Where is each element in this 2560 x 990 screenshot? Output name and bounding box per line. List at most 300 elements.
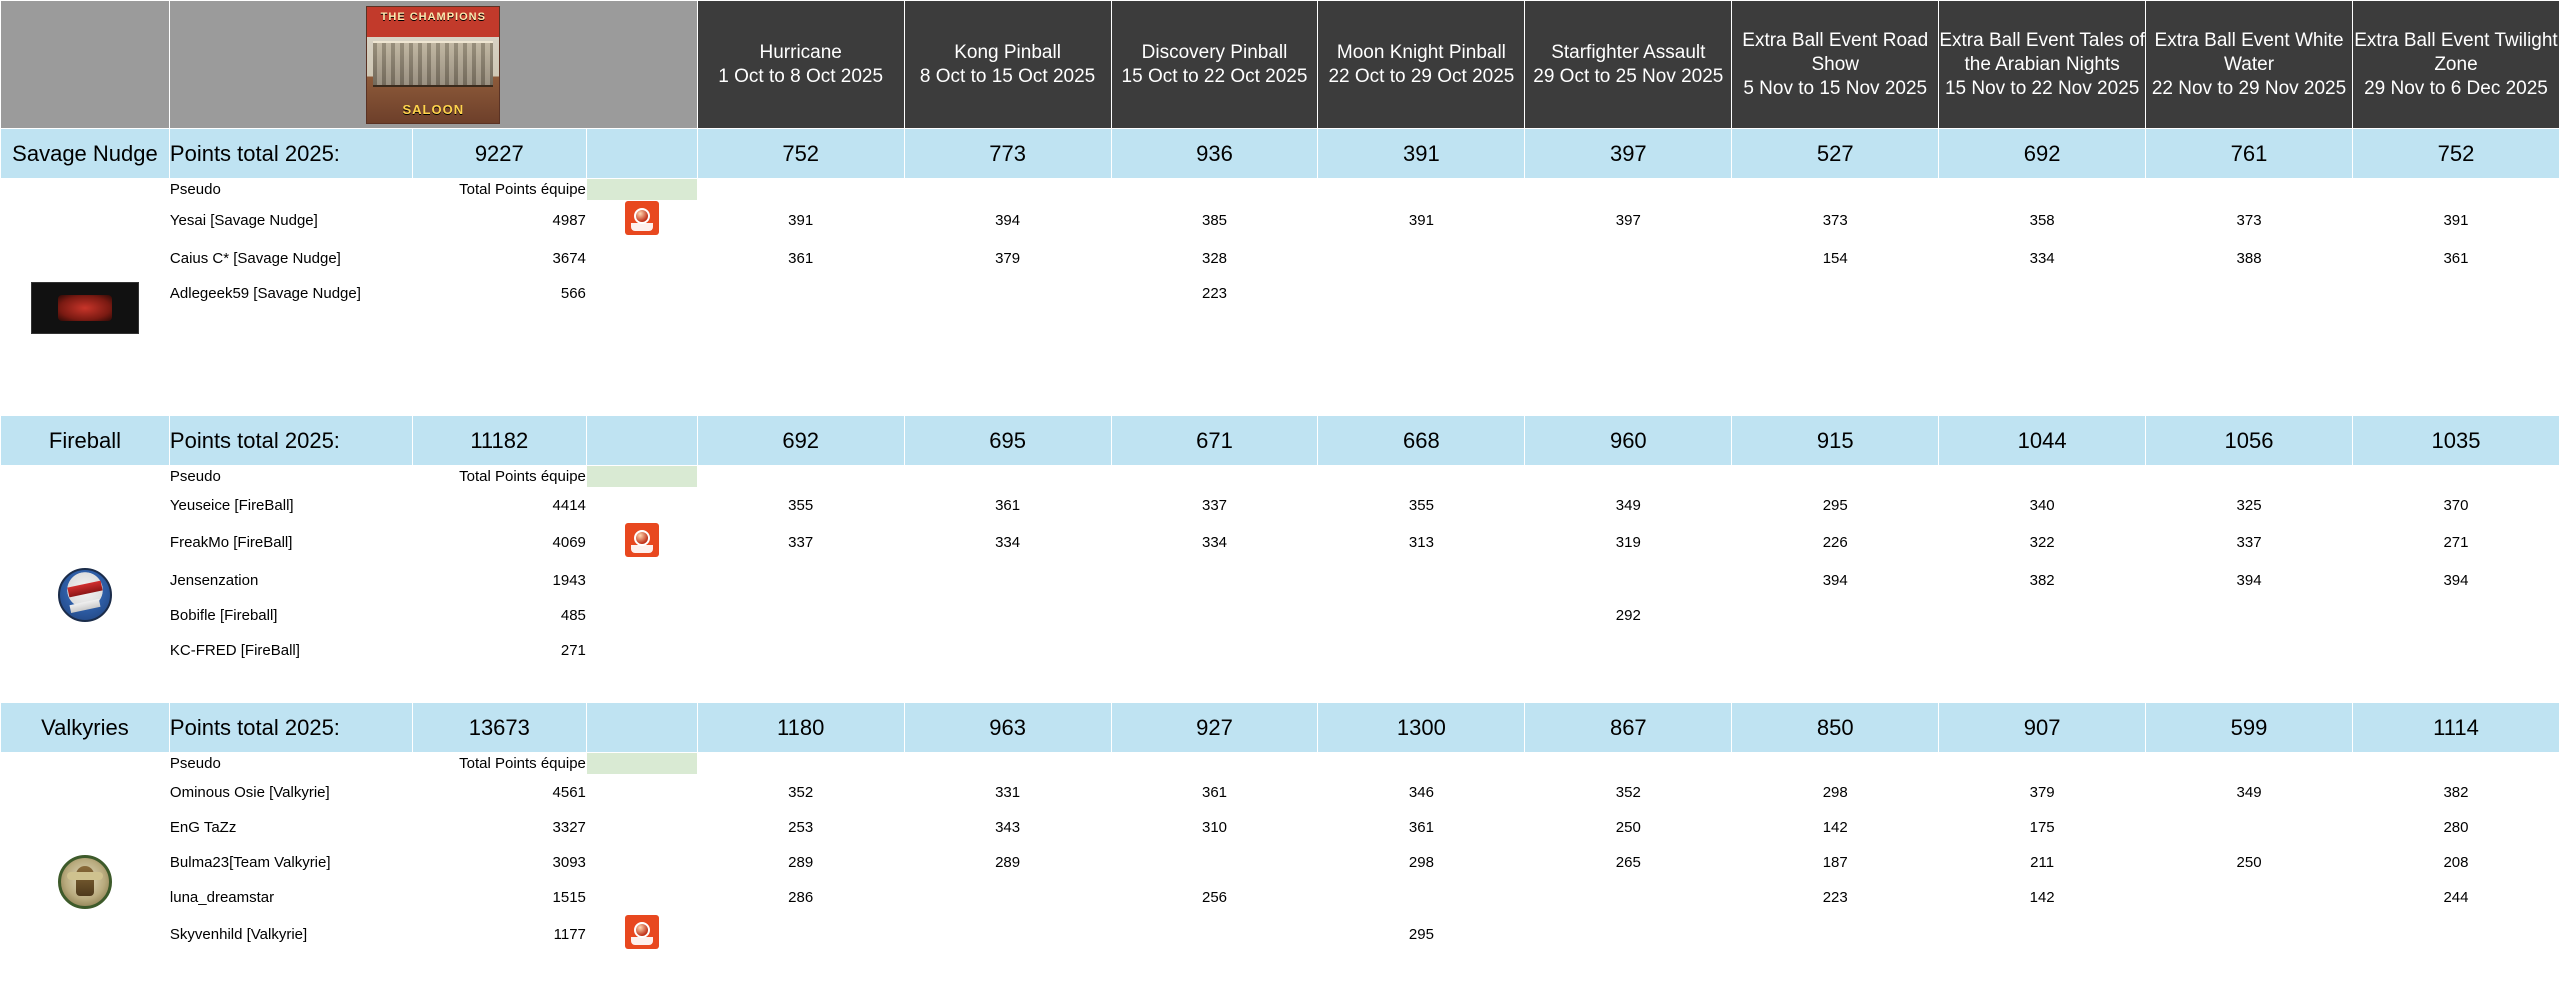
player-event-score-5: 154 xyxy=(1732,241,1939,276)
player-event-score-4: 292 xyxy=(1525,598,1732,633)
subheader-event-spacer-5 xyxy=(1732,466,1939,488)
player-event-score-2 xyxy=(1111,346,1318,381)
player-event-score-7: 394 xyxy=(2146,563,2353,598)
player-event-score-1: 289 xyxy=(904,845,1111,880)
event-dates: 15 Oct to 22 Oct 2025 xyxy=(1121,65,1308,87)
event-dates: 15 Nov to 22 Nov 2025 xyxy=(1944,77,2140,99)
player-event-score-7 xyxy=(2146,955,2353,990)
player-event-score-5 xyxy=(1732,276,1939,311)
event-header-7 xyxy=(2146,1,2353,129)
player-event-score-8: 394 xyxy=(2352,563,2559,598)
player-row xyxy=(1,201,2560,241)
player-event-score-6 xyxy=(1939,955,2146,990)
player-event-score-7 xyxy=(2146,276,2353,311)
player-event-score-5: 223 xyxy=(1732,880,1939,915)
player-pseudo: Yeuseice [FireBall] xyxy=(169,488,412,523)
player-total: 4414 xyxy=(412,488,586,523)
pinball-ball-icon xyxy=(634,208,650,224)
player-event-score-5: 298 xyxy=(1732,775,1939,810)
player-event-score-5 xyxy=(1732,346,1939,381)
player-event-score-4: 349 xyxy=(1525,488,1732,523)
player-row xyxy=(1,598,2560,633)
player-pseudo xyxy=(169,311,412,346)
player-event-score-3 xyxy=(1318,563,1525,598)
player-event-score-4: 352 xyxy=(1525,775,1732,810)
player-row xyxy=(1,311,2560,346)
player-badge-cell xyxy=(586,955,697,990)
player-event-score-8 xyxy=(2352,311,2559,346)
team-event-score-6: 692 xyxy=(1939,129,2146,179)
valkyries-logo xyxy=(58,855,112,909)
player-event-score-1 xyxy=(904,633,1111,668)
player-event-score-0 xyxy=(697,346,904,381)
player-event-score-2: 328 xyxy=(1111,241,1318,276)
subheader-event-spacer-5 xyxy=(1732,753,1939,775)
player-event-score-6: 142 xyxy=(1939,880,2146,915)
team-logo-cell xyxy=(1,201,170,416)
player-event-score-7 xyxy=(2146,381,2353,416)
player-badge-cell xyxy=(586,311,697,346)
player-pseudo xyxy=(169,346,412,381)
player-pseudo: Caius C* [Savage Nudge] xyxy=(169,241,412,276)
player-pseudo: EnG TaZz xyxy=(169,810,412,845)
player-event-score-1: 361 xyxy=(904,488,1111,523)
player-row xyxy=(1,633,2560,668)
subheader-event-spacer-0 xyxy=(697,466,904,488)
logo-spacer xyxy=(1,466,170,488)
player-total xyxy=(412,311,586,346)
player-badge-cell xyxy=(586,880,697,915)
player-event-score-8 xyxy=(2352,633,2559,668)
player-event-score-1 xyxy=(904,311,1111,346)
subheader-event-spacer-1 xyxy=(904,179,1111,201)
player-event-score-2: 256 xyxy=(1111,880,1318,915)
event-dates: 22 Oct to 29 Oct 2025 xyxy=(1328,65,1515,87)
banner-art xyxy=(373,41,493,87)
player-event-score-2: 385 xyxy=(1111,201,1318,241)
player-event-score-4 xyxy=(1525,915,1732,955)
player-event-score-2: 334 xyxy=(1111,523,1318,563)
player-event-score-3: 391 xyxy=(1318,201,1525,241)
player-pseudo: KC-FRED [FireBall] xyxy=(169,633,412,668)
player-event-score-4 xyxy=(1525,955,1732,990)
player-badge-cell xyxy=(586,241,697,276)
player-event-score-2 xyxy=(1111,311,1318,346)
event-name: Starfighter Assault xyxy=(1551,41,1706,63)
points-total-label: Points total 2025: xyxy=(169,703,412,753)
player-event-score-1 xyxy=(904,880,1111,915)
team-event-score-5: 850 xyxy=(1732,703,1939,753)
points-total-label: Points total 2025: xyxy=(169,416,412,466)
player-event-score-5 xyxy=(1732,915,1939,955)
team-event-score-4: 397 xyxy=(1525,129,1732,179)
player-event-score-8 xyxy=(2352,955,2559,990)
banner-cell xyxy=(169,1,697,129)
player-row xyxy=(1,381,2560,416)
player-badge-cell xyxy=(586,915,697,955)
player-event-score-5: 394 xyxy=(1732,563,1939,598)
player-event-score-3: 355 xyxy=(1318,488,1525,523)
team-event-score-3: 391 xyxy=(1318,129,1525,179)
player-event-score-4 xyxy=(1525,276,1732,311)
player-badge-cell xyxy=(586,523,697,563)
player-event-score-0: 352 xyxy=(697,775,904,810)
player-event-score-4: 250 xyxy=(1525,810,1732,845)
player-event-score-8: 391 xyxy=(2352,201,2559,241)
team-event-score-1: 695 xyxy=(904,416,1111,466)
player-event-score-4 xyxy=(1525,311,1732,346)
event-header-0 xyxy=(697,1,904,129)
team-subheader-row xyxy=(1,753,2560,775)
pseudo-column-header: Pseudo xyxy=(169,466,412,488)
team-total-value: 13673 xyxy=(412,703,586,753)
player-event-score-0 xyxy=(697,563,904,598)
team-name: Savage Nudge xyxy=(1,129,170,179)
player-event-score-4 xyxy=(1525,346,1732,381)
event-header-5 xyxy=(1732,1,1939,129)
player-badge-cell xyxy=(586,381,697,416)
player-row xyxy=(1,488,2560,523)
player-event-score-1 xyxy=(904,598,1111,633)
player-pseudo xyxy=(169,955,412,990)
player-event-score-3 xyxy=(1318,346,1525,381)
player-event-score-8: 382 xyxy=(2352,775,2559,810)
subheader-event-spacer-6 xyxy=(1939,753,2146,775)
player-event-score-4 xyxy=(1525,563,1732,598)
player-pseudo: Bulma23[Team Valkyrie] xyxy=(169,845,412,880)
event-header-1 xyxy=(904,1,1111,129)
event-dates: 29 Nov to 6 Dec 2025 xyxy=(2364,77,2548,99)
player-event-score-1: 334 xyxy=(904,523,1111,563)
event-header-8 xyxy=(2352,1,2559,129)
event-header-3 xyxy=(1318,1,1525,129)
subheader-badge-spacer xyxy=(586,179,697,201)
player-event-score-7 xyxy=(2146,346,2353,381)
team-event-score-0: 1180 xyxy=(697,703,904,753)
player-event-score-0 xyxy=(697,598,904,633)
subheader-event-spacer-3 xyxy=(1318,179,1525,201)
player-event-score-0 xyxy=(697,276,904,311)
player-event-score-5 xyxy=(1732,311,1939,346)
player-total: 1943 xyxy=(412,563,586,598)
player-event-score-2: 310 xyxy=(1111,810,1318,845)
event-header-4 xyxy=(1525,1,1732,129)
player-event-score-2: 361 xyxy=(1111,775,1318,810)
subheader-event-spacer-8 xyxy=(2352,753,2559,775)
event-header-2 xyxy=(1111,1,1318,129)
player-event-score-3 xyxy=(1318,955,1525,990)
total-points-column-header: Total Points équipe xyxy=(412,466,586,488)
player-event-score-1: 343 xyxy=(904,810,1111,845)
team-event-score-6: 1044 xyxy=(1939,416,2146,466)
pinball-base-icon xyxy=(631,545,653,553)
player-total: 3093 xyxy=(412,845,586,880)
pinball-banner-image xyxy=(366,6,500,124)
pinball-badge-icon xyxy=(625,201,659,235)
player-event-score-8 xyxy=(2352,381,2559,416)
subheader-badge-spacer xyxy=(586,466,697,488)
player-event-score-0: 286 xyxy=(697,880,904,915)
player-event-score-0: 253 xyxy=(697,810,904,845)
pinball-base-icon xyxy=(631,937,653,945)
logo-spacer xyxy=(1,179,170,201)
points-total-label: Points total 2025: xyxy=(169,129,412,179)
player-event-score-3 xyxy=(1318,311,1525,346)
player-row xyxy=(1,276,2560,311)
pseudo-column-header: Pseudo xyxy=(169,753,412,775)
pinball-ball-icon xyxy=(634,530,650,546)
player-event-score-5: 226 xyxy=(1732,523,1939,563)
player-event-score-2 xyxy=(1111,668,1318,703)
player-event-score-3 xyxy=(1318,880,1525,915)
event-dates: 5 Nov to 15 Nov 2025 xyxy=(1743,77,1928,99)
event-name: Discovery Pinball xyxy=(1141,41,1288,63)
subheader-event-spacer-0 xyxy=(697,753,904,775)
team-event-score-2: 936 xyxy=(1111,129,1318,179)
team-event-score-3: 1300 xyxy=(1318,703,1525,753)
header-row xyxy=(1,1,2560,129)
player-event-score-7 xyxy=(2146,633,2353,668)
team-event-score-7: 761 xyxy=(2146,129,2353,179)
player-event-score-3: 346 xyxy=(1318,775,1525,810)
player-event-score-1 xyxy=(904,955,1111,990)
event-name: Extra Ball Event Tales of the Arabian Nights xyxy=(1939,29,2145,75)
player-total: 485 xyxy=(412,598,586,633)
player-row xyxy=(1,668,2560,703)
subheader-event-spacer-6 xyxy=(1939,179,2146,201)
subheader-badge-spacer xyxy=(586,753,697,775)
player-event-score-0 xyxy=(697,381,904,416)
player-event-score-4: 319 xyxy=(1525,523,1732,563)
subheader-event-spacer-8 xyxy=(2352,466,2559,488)
subheader-event-spacer-0 xyxy=(697,179,904,201)
player-event-score-2 xyxy=(1111,633,1318,668)
player-row xyxy=(1,810,2560,845)
subheader-event-spacer-2 xyxy=(1111,179,1318,201)
player-total: 1515 xyxy=(412,880,586,915)
total-points-column-header: Total Points équipe xyxy=(412,179,586,201)
event-dates: 29 Oct to 25 Nov 2025 xyxy=(1533,65,1724,87)
player-total: 271 xyxy=(412,633,586,668)
event-name: Hurricane xyxy=(759,41,842,63)
player-event-score-6: 382 xyxy=(1939,563,2146,598)
player-event-score-8 xyxy=(2352,598,2559,633)
player-event-score-8: 271 xyxy=(2352,523,2559,563)
player-event-score-0 xyxy=(697,915,904,955)
team-name: Fireball xyxy=(1,416,170,466)
team-event-score-5: 527 xyxy=(1732,129,1939,179)
player-event-score-1: 331 xyxy=(904,775,1111,810)
player-badge-cell xyxy=(586,598,697,633)
subheader-event-spacer-6 xyxy=(1939,466,2146,488)
subheader-event-spacer-4 xyxy=(1525,753,1732,775)
team-event-score-0: 752 xyxy=(697,129,904,179)
player-event-score-7 xyxy=(2146,915,2353,955)
player-event-score-0: 361 xyxy=(697,241,904,276)
event-name: Moon Knight Pinball xyxy=(1336,41,1506,63)
player-badge-cell xyxy=(586,845,697,880)
pseudo-column-header: Pseudo xyxy=(169,179,412,201)
player-total: 3327 xyxy=(412,810,586,845)
player-event-score-2 xyxy=(1111,955,1318,990)
team-total-row xyxy=(1,703,2560,753)
player-row xyxy=(1,845,2560,880)
player-row xyxy=(1,955,2560,990)
player-event-score-8 xyxy=(2352,346,2559,381)
team-event-score-1: 963 xyxy=(904,703,1111,753)
subheader-event-spacer-2 xyxy=(1111,466,1318,488)
player-event-score-6: 211 xyxy=(1939,845,2146,880)
player-pseudo xyxy=(169,381,412,416)
team-event-score-6: 907 xyxy=(1939,703,2146,753)
team-logo-cell xyxy=(1,775,170,990)
player-event-score-2 xyxy=(1111,845,1318,880)
player-event-score-8: 370 xyxy=(2352,488,2559,523)
subheader-event-spacer-7 xyxy=(2146,179,2353,201)
player-event-score-6 xyxy=(1939,915,2146,955)
player-event-score-6: 379 xyxy=(1939,775,2146,810)
player-event-score-2 xyxy=(1111,598,1318,633)
subheader-event-spacer-7 xyxy=(2146,466,2353,488)
player-row xyxy=(1,241,2560,276)
pinball-ball-icon xyxy=(634,922,650,938)
subheader-event-spacer-7 xyxy=(2146,753,2353,775)
player-total: 4069 xyxy=(412,523,586,563)
pinball-base-icon xyxy=(631,223,653,231)
player-total xyxy=(412,668,586,703)
team-badge-cell xyxy=(586,703,697,753)
player-event-score-3 xyxy=(1318,381,1525,416)
player-event-score-5: 373 xyxy=(1732,201,1939,241)
player-event-score-6 xyxy=(1939,633,2146,668)
player-event-score-2: 223 xyxy=(1111,276,1318,311)
player-event-score-3 xyxy=(1318,241,1525,276)
team-event-score-0: 692 xyxy=(697,416,904,466)
team-event-score-2: 927 xyxy=(1111,703,1318,753)
team-event-score-8: 752 xyxy=(2352,129,2559,179)
player-badge-cell xyxy=(586,276,697,311)
player-total: 4561 xyxy=(412,775,586,810)
player-badge-cell xyxy=(586,488,697,523)
player-event-score-6: 334 xyxy=(1939,241,2146,276)
player-event-score-7 xyxy=(2146,311,2353,346)
player-total xyxy=(412,346,586,381)
player-pseudo xyxy=(169,668,412,703)
event-name: Kong Pinball xyxy=(954,41,1061,63)
player-total xyxy=(412,381,586,416)
team-subheader-row xyxy=(1,179,2560,201)
player-event-score-7: 337 xyxy=(2146,523,2353,563)
player-total: 4987 xyxy=(412,201,586,241)
player-pseudo: Ominous Osie [Valkyrie] xyxy=(169,775,412,810)
event-dates: 8 Oct to 15 Oct 2025 xyxy=(919,65,1096,87)
player-event-score-8 xyxy=(2352,668,2559,703)
player-event-score-7: 388 xyxy=(2146,241,2353,276)
player-pseudo: Skyvenhild [Valkyrie] xyxy=(169,915,412,955)
player-event-score-7 xyxy=(2146,598,2353,633)
player-event-score-1 xyxy=(904,915,1111,955)
player-event-score-6 xyxy=(1939,346,2146,381)
team-event-score-3: 668 xyxy=(1318,416,1525,466)
player-event-score-1 xyxy=(904,276,1111,311)
team-event-score-4: 867 xyxy=(1525,703,1732,753)
player-event-score-6: 358 xyxy=(1939,201,2146,241)
player-event-score-5 xyxy=(1732,633,1939,668)
player-event-score-6 xyxy=(1939,598,2146,633)
player-row xyxy=(1,880,2560,915)
subheader-event-spacer-4 xyxy=(1525,179,1732,201)
total-points-column-header: Total Points équipe xyxy=(412,753,586,775)
player-pseudo: Adlegeek59 [Savage Nudge] xyxy=(169,276,412,311)
player-badge-cell xyxy=(586,201,697,241)
subheader-event-spacer-8 xyxy=(2352,179,2559,201)
player-event-score-7 xyxy=(2146,668,2353,703)
player-event-score-6 xyxy=(1939,668,2146,703)
player-pseudo: FreakMo [FireBall] xyxy=(169,523,412,563)
team-event-score-8: 1035 xyxy=(2352,416,2559,466)
banner-bottom-text: SALOON xyxy=(402,101,465,117)
team-badge-cell xyxy=(586,416,697,466)
player-event-score-2 xyxy=(1111,563,1318,598)
event-name: Extra Ball Event Twilight Zone xyxy=(2354,29,2558,75)
player-event-score-5 xyxy=(1732,668,1939,703)
player-event-score-7: 349 xyxy=(2146,775,2353,810)
subheader-event-spacer-1 xyxy=(904,753,1111,775)
player-event-score-5 xyxy=(1732,598,1939,633)
player-event-score-7: 250 xyxy=(2146,845,2353,880)
subheader-event-spacer-3 xyxy=(1318,753,1525,775)
player-event-score-0 xyxy=(697,668,904,703)
player-event-score-1: 394 xyxy=(904,201,1111,241)
player-event-score-3 xyxy=(1318,598,1525,633)
player-event-score-4: 265 xyxy=(1525,845,1732,880)
player-total: 566 xyxy=(412,276,586,311)
event-dates: 22 Nov to 29 Nov 2025 xyxy=(2151,77,2347,99)
player-event-score-0: 391 xyxy=(697,201,904,241)
player-event-score-5: 187 xyxy=(1732,845,1939,880)
team-total-row xyxy=(1,129,2560,179)
event-dates: 1 Oct to 8 Oct 2025 xyxy=(718,65,884,87)
player-total xyxy=(412,955,586,990)
banner-top-text: THE CHAMPIONS xyxy=(380,10,486,23)
player-event-score-6 xyxy=(1939,276,2146,311)
team-subheader-row xyxy=(1,466,2560,488)
subheader-event-spacer-1 xyxy=(904,466,1111,488)
event-name: Extra Ball Event White Water xyxy=(2154,29,2344,75)
player-event-score-6: 322 xyxy=(1939,523,2146,563)
team-event-score-4: 960 xyxy=(1525,416,1732,466)
player-badge-cell xyxy=(586,633,697,668)
player-total: 3674 xyxy=(412,241,586,276)
team-logo-cell xyxy=(1,488,170,703)
team-event-score-7: 599 xyxy=(2146,703,2353,753)
player-badge-cell xyxy=(586,810,697,845)
player-event-score-5 xyxy=(1732,381,1939,416)
player-row xyxy=(1,523,2560,563)
player-event-score-2 xyxy=(1111,381,1318,416)
event-name: Extra Ball Event Road Show xyxy=(1742,29,1929,75)
savage-nudge-logo xyxy=(31,282,139,334)
player-event-score-0 xyxy=(697,633,904,668)
logo-spacer xyxy=(1,753,170,775)
player-pseudo: luna_dreamstar xyxy=(169,880,412,915)
player-row xyxy=(1,346,2560,381)
player-badge-cell xyxy=(586,346,697,381)
player-badge-cell xyxy=(586,563,697,598)
player-event-score-0: 337 xyxy=(697,523,904,563)
fireball-logo xyxy=(58,568,112,622)
player-event-score-6: 175 xyxy=(1939,810,2146,845)
